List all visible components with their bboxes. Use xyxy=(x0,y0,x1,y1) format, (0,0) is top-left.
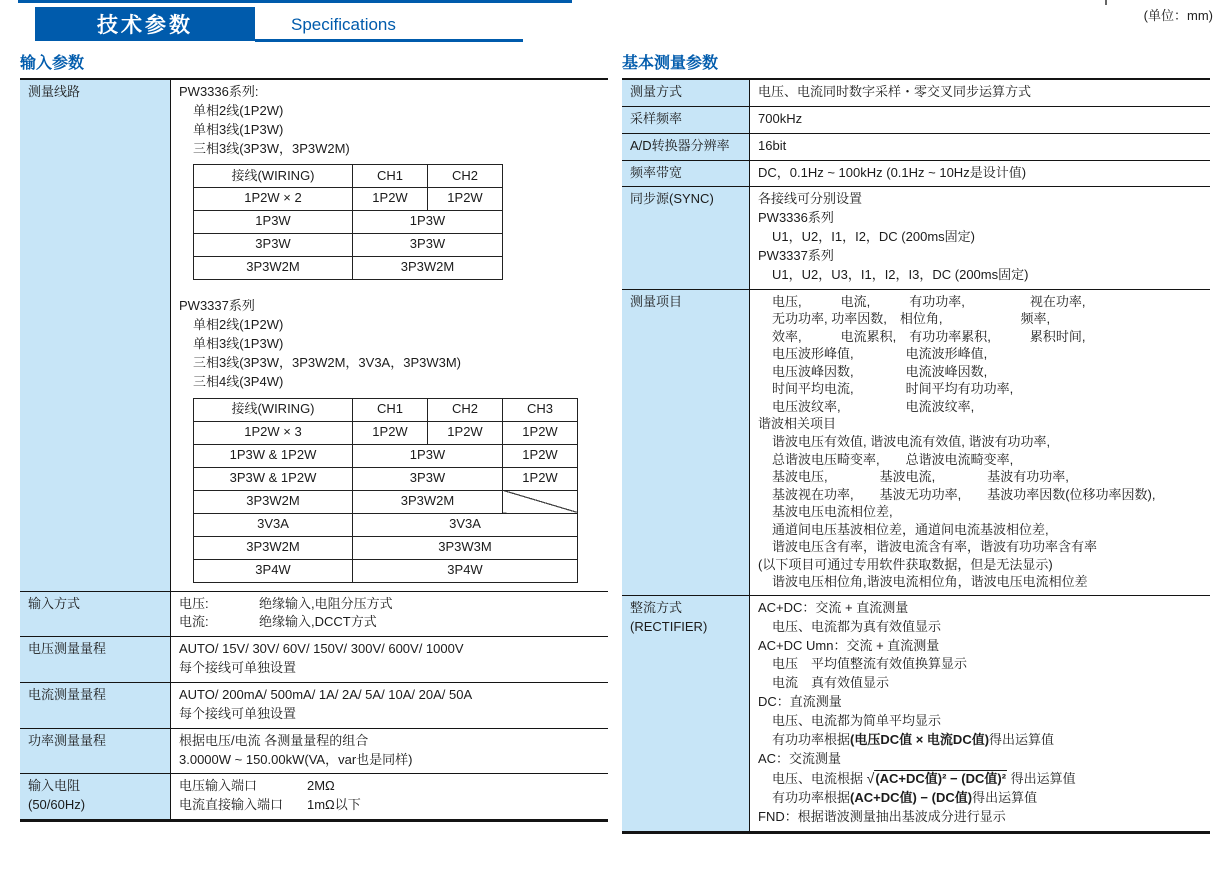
table-row xyxy=(194,490,578,513)
items-line: 谐波电压有效值, 谐波电流有效值, 谐波有功功率, xyxy=(772,433,1051,449)
kv-value: 绝缘输入,DCCT方式 xyxy=(259,614,377,630)
page-title-bar xyxy=(35,7,255,41)
row-value-method: 电压、电流同时数字采样・零交叉同步运算方式 xyxy=(758,84,1032,99)
items-line: 电压波纹率, 电流波纹率, xyxy=(772,398,975,414)
items-line: 通道间电压基波相位差，通道间电流基波相位差, xyxy=(772,521,1049,537)
formula-pre: 电压、电流根据 xyxy=(772,771,867,787)
page-title: 技术参数 xyxy=(97,14,193,37)
items-line: 无功功率, 功率因数, 相位角, 频率, xyxy=(772,311,1051,327)
kv-value: 1mΩ以下 xyxy=(307,797,361,813)
crop-mark xyxy=(1105,0,1107,5)
section-title-basic: 基本测量参数 xyxy=(622,55,719,72)
row-value-i-range xyxy=(171,682,609,728)
table-row xyxy=(20,682,608,728)
items-line: 基波视在功率, 基波无功功率, 基波功率因数(位移功率因数), xyxy=(772,486,1156,502)
formula-pre: 有功功率根据 xyxy=(772,731,851,747)
pw3336-title: PW3336系列: xyxy=(179,84,259,99)
table-row xyxy=(194,536,578,559)
rectifier-line: 电压、电流都为简单平均显示 xyxy=(772,712,942,728)
rectifier-line: 电压 平均值整流有效值换算显示 xyxy=(772,656,968,672)
wiring-cell: 1P2W xyxy=(353,188,428,211)
top-rule xyxy=(18,0,572,3)
pw3337-line: 单相3线(1P3W) xyxy=(193,336,284,352)
table-row xyxy=(622,595,1210,832)
wiring-cell: 1P2W × 3 xyxy=(194,421,353,444)
wiring-header: CH2 xyxy=(428,398,503,421)
row-value-bandwidth: DC，0.1Hz ~ 100kHz (0.1Hz ~ 10Hz是设计值) xyxy=(750,160,1211,187)
kv-key: 电流: xyxy=(179,614,209,630)
kv-value: 2MΩ xyxy=(307,778,335,794)
row-value-resistance xyxy=(171,774,609,821)
row-label-p-range: 功率测量量程 xyxy=(20,728,171,774)
row-value-circuit xyxy=(171,79,609,591)
table-row xyxy=(194,444,578,467)
wiring-header: CH1 xyxy=(353,165,428,188)
table-row xyxy=(194,398,578,421)
table-row xyxy=(194,467,578,490)
kv-value: 绝缘输入,电阻分压方式 xyxy=(259,595,393,611)
formula-post: 得出运算值 xyxy=(1007,771,1076,787)
value-line: AUTO/ 200mA/ 500mA/ 1A/ 2A/ 5A/ 10A/ 20A/ 50A xyxy=(179,686,473,702)
wiring-cell: 3P3W xyxy=(353,234,503,257)
table-row xyxy=(20,774,608,821)
value-line: 3.0000W ~ 150.00kW(VA，var也是同样) xyxy=(179,751,413,767)
row-label-i-range: 电流测量量程 xyxy=(20,682,171,728)
items-line: 电压波形峰值, 电流波形峰值, xyxy=(772,346,988,362)
wiring-header: CH3 xyxy=(503,398,578,421)
row-value-items xyxy=(750,289,1211,595)
wiring-cell: 3P3W2M xyxy=(194,257,353,280)
wiring-cell: 3P3W3M xyxy=(353,536,578,559)
kv-line xyxy=(179,777,604,796)
table-row xyxy=(622,187,1210,289)
sync-line: U1，U2，U3，I1，I2，I3，DC (200ms固定) xyxy=(772,266,1029,282)
items-line: 电压, 电流, 有功功率, 视在功率, xyxy=(772,293,1086,309)
row-value-sync xyxy=(750,187,1211,289)
wiring-header: 接线(WIRING) xyxy=(194,165,353,188)
table-row xyxy=(622,79,1210,106)
table-row xyxy=(194,559,578,582)
row-label-bandwidth: 频率带宽 xyxy=(622,160,750,187)
pw3337-line: 单相2线(1P2W) xyxy=(193,317,284,333)
wiring-cell: 1P2W xyxy=(428,188,503,211)
row-label-items: 测量项目 xyxy=(622,289,750,595)
value-line: AUTO/ 15V/ 30V/ 60V/ 150V/ 300V/ 600V/ 1000V xyxy=(179,641,464,657)
input-params-table xyxy=(20,78,608,822)
row-value-ad: 16bit xyxy=(750,133,1211,160)
row-label-sampling: 采样频率 xyxy=(622,106,750,133)
row-label-sync: 同步源(SYNC) xyxy=(622,187,750,289)
wiring-cell: 3P3W2M xyxy=(194,490,353,513)
row-label-method: 测量方式 xyxy=(622,79,750,106)
input-params-section xyxy=(20,50,608,822)
sqrt-content: (AC+DC值)² − (DC值)² xyxy=(875,771,1007,787)
rectifier-line: 电流 真有效值显示 xyxy=(772,675,890,691)
wiring-cell: 1P2W xyxy=(503,444,578,467)
wiring-cell: 1P2W xyxy=(353,421,428,444)
wiring-cell: 3P3W2M xyxy=(194,536,353,559)
wiring-cell-diagonal xyxy=(503,490,578,513)
basic-params-table xyxy=(622,78,1210,834)
page-title-en: Specifications xyxy=(291,15,396,34)
table-row xyxy=(20,728,608,774)
kv-line xyxy=(179,595,604,614)
row-value-rectifier xyxy=(750,595,1211,832)
pw3336-line: 单相2线(1P2W) xyxy=(193,102,284,118)
table-row xyxy=(194,421,578,444)
row-label-circuit: 测量线路 xyxy=(20,79,171,591)
formula-post: 得出运算值 xyxy=(989,731,1055,747)
kv-line xyxy=(179,796,604,815)
wiring-cell: 3P3W2M xyxy=(353,490,503,513)
pw3336-line: 单相3线(1P3W) xyxy=(193,121,284,137)
row-value-v-range xyxy=(171,637,609,683)
sync-line: PW3337系列 xyxy=(758,247,834,263)
table-row xyxy=(622,160,1210,187)
row-label-rectifier xyxy=(622,595,750,832)
items-line: 总谐波电压畸变率, 总谐波电流畸变率, xyxy=(772,451,1014,467)
table-row xyxy=(194,188,503,211)
row-label-input-method: 输入方式 xyxy=(20,591,171,637)
formula-post: 得出运算值 xyxy=(972,790,1038,806)
row-value-p-range xyxy=(171,728,609,774)
rectifier-line-dc-formula xyxy=(758,731,1206,750)
wiring-cell: 1P3W xyxy=(353,211,503,234)
wiring-cell: 3P3W2M xyxy=(353,257,503,280)
value-line: 每个接线可单独设置 xyxy=(179,705,297,721)
items-line: 基波电压, 基波电流, 基波有功功率, xyxy=(772,469,1069,485)
label-line: (RECTIFIER) xyxy=(630,618,708,634)
pw3336-line: 三相3线(3P3W，3P3W2M) xyxy=(193,140,350,156)
table-row xyxy=(622,289,1210,595)
items-line: 谐波电压相位角,谐波电流相位角，谐波电压电流相位差 xyxy=(772,574,1088,590)
sync-line: U1，U2，I1，I2，DC (200ms固定) xyxy=(772,229,975,245)
items-line: 谐波电压含有率，谐波电流含有率，谐波有功功率含有率 xyxy=(772,539,1098,555)
kv-key: 电压输入端口 xyxy=(179,778,258,794)
rectifier-line-ac-power-formula xyxy=(758,789,1206,808)
table-row xyxy=(622,133,1210,160)
wiring-header: 接线(WIRING) xyxy=(194,398,353,421)
formula-bold: (电压DC值 × 电流DC值) xyxy=(850,731,990,747)
wiring-table-pw3337 xyxy=(193,398,578,583)
wiring-cell: 1P2W xyxy=(503,467,578,490)
rectifier-line: AC：交流测量 xyxy=(758,750,842,766)
kv-line xyxy=(179,613,604,632)
table-row xyxy=(194,211,503,234)
basic-params-section xyxy=(622,50,1210,834)
items-line: 电压波峰因数, 电流波峰因数, xyxy=(772,363,988,379)
rectifier-line: AC+DC Umn：交流 + 直流测量 xyxy=(758,637,940,653)
items-line: 时间平均电流, 时间平均有功功率, xyxy=(772,381,1014,397)
wiring-cell: 3P3W xyxy=(353,467,503,490)
wiring-cell: 1P2W xyxy=(428,421,503,444)
label-line: (50/60Hz) xyxy=(28,797,86,813)
table-row xyxy=(194,165,503,188)
formula-bold: (AC+DC值) − (DC值) xyxy=(850,790,973,806)
row-value-input-method xyxy=(171,591,609,637)
table-row xyxy=(20,637,608,683)
kv-key: 电压: xyxy=(179,595,209,611)
value-line: 根据电压/电流 各测量量程的组合 xyxy=(179,732,369,748)
sync-line: 各接线可分别设置 xyxy=(758,191,863,207)
row-value-sampling: 700kHz xyxy=(750,106,1211,133)
rectifier-line-ac-sqrt-formula xyxy=(758,768,1206,789)
wiring-cell: 1P2W × 2 xyxy=(194,188,353,211)
title-underline xyxy=(255,39,523,42)
wiring-cell: 3P4W xyxy=(353,559,578,582)
kv-key: 电流直接输入端口 xyxy=(179,797,284,813)
wiring-cell: 3P4W xyxy=(194,559,353,582)
section-title-input: 输入参数 xyxy=(20,55,85,72)
wiring-cell: 1P3W xyxy=(353,444,503,467)
pw3337-title: PW3337系列 xyxy=(179,298,255,314)
wiring-cell: 3P3W xyxy=(194,234,353,257)
sqrt-radical: √ xyxy=(866,770,875,787)
items-line: 效率, 电流累积, 有功功率累积, 累积时间, xyxy=(772,328,1086,344)
table-row xyxy=(20,79,608,591)
rectifier-line: DC：直流测量 xyxy=(758,694,842,710)
wiring-cell: 3V3A xyxy=(194,513,353,536)
items-line: 谐波相关项目 xyxy=(758,416,837,432)
label-line: 整流方式 xyxy=(630,599,683,615)
items-line: (以下项目可通过专用软件获取数据，但是无法显示) xyxy=(758,556,1053,572)
rectifier-line: 电压、电流都为真有效值显示 xyxy=(772,618,942,634)
table-row xyxy=(194,513,578,536)
row-label-v-range: 电压测量量程 xyxy=(20,637,171,683)
unit-note: (单位：mm) xyxy=(1143,8,1213,23)
pw3337-line: 三相4线(3P4W) xyxy=(193,373,284,389)
table-row xyxy=(622,106,1210,133)
pw3337-line: 三相3线(3P3W，3P3W2M，3V3A，3P3W3M) xyxy=(193,354,462,370)
wiring-cell: 3V3A xyxy=(353,513,578,536)
sync-line: PW3336系列 xyxy=(758,210,834,226)
wiring-cell: 3P3W & 1P2W xyxy=(194,467,353,490)
wiring-cell: 1P3W & 1P2W xyxy=(194,444,353,467)
rectifier-line: AC+DC：交流 + 直流测量 xyxy=(758,599,909,615)
row-label-resistance xyxy=(20,774,171,821)
items-line: 基波电压电流相位差, xyxy=(772,504,893,520)
label-line: 输入电阻 xyxy=(28,778,81,794)
value-line: 每个接线可单独设置 xyxy=(179,660,297,676)
table-row xyxy=(194,234,503,257)
wiring-cell: 1P2W xyxy=(503,421,578,444)
rectifier-line: FND：根据谐波测量抽出基波成分进行显示 xyxy=(758,809,1006,825)
wiring-header: CH1 xyxy=(353,398,428,421)
wiring-header: CH2 xyxy=(428,165,503,188)
wiring-table-pw3336 xyxy=(193,164,503,280)
row-label-ad: A/D转换器分辨率 xyxy=(622,133,750,160)
formula-pre: 有功功率根据 xyxy=(772,790,851,806)
table-row xyxy=(194,257,503,280)
wiring-cell: 1P3W xyxy=(194,211,353,234)
table-row xyxy=(20,591,608,637)
